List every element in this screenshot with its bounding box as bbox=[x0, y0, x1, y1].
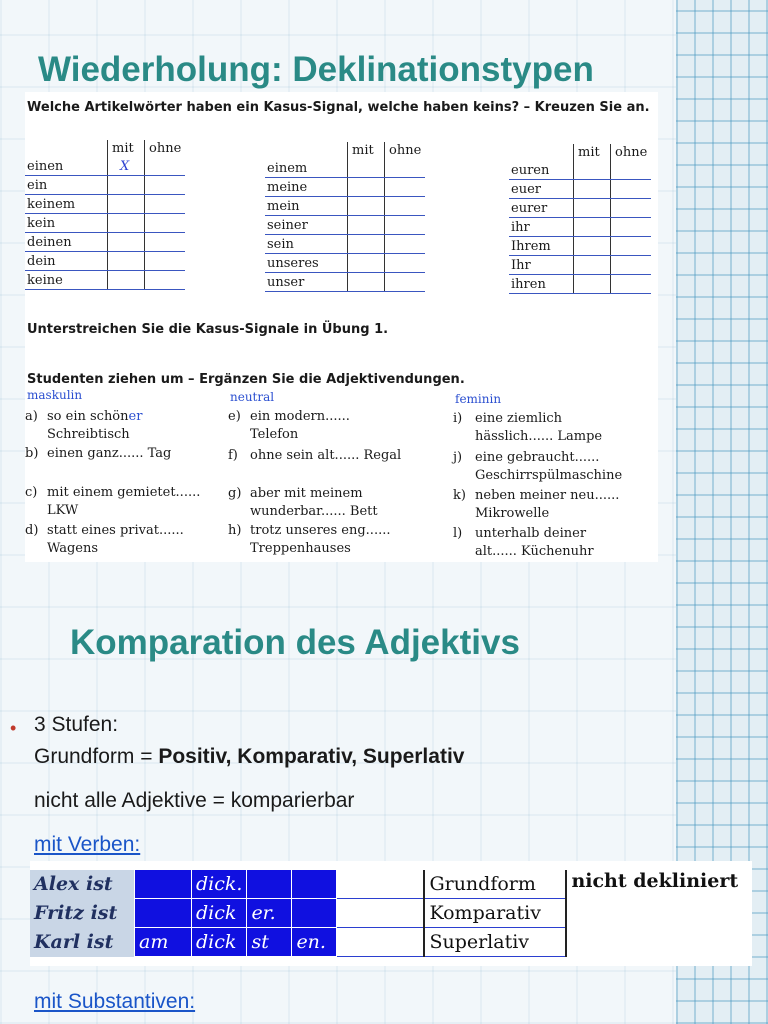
article-word: dein bbox=[25, 252, 108, 271]
article-word: Ihr bbox=[509, 256, 574, 275]
bullet-stufen: 3 Stufen: bbox=[34, 713, 119, 736]
bullet-icon: • bbox=[10, 718, 17, 738]
article-word: ihren bbox=[509, 275, 574, 294]
note-nicht-dekliniert: nicht dekliniert bbox=[566, 870, 742, 957]
row-name: Fritz ist bbox=[30, 899, 135, 928]
article-word: ein bbox=[25, 176, 108, 195]
worksheet-image bbox=[25, 92, 658, 562]
row-label: Superlativ bbox=[424, 928, 566, 957]
comparison-table-image bbox=[30, 861, 752, 966]
col-mit: mit bbox=[574, 144, 611, 161]
exercise-l: l) unterhalb deiner alt...... Küchenuhr bbox=[453, 526, 594, 559]
article-word: unseres bbox=[265, 254, 348, 273]
col-mit: mit bbox=[108, 140, 145, 157]
table-row: Fritz ist dick er. Komparativ bbox=[30, 899, 742, 928]
article-table-2 bbox=[265, 142, 425, 292]
instruction-unterstreichen: Unterstreichen Sie die Kasus-Signale in Übung 1. bbox=[27, 322, 389, 337]
exercise-c: c) mit einem gemietet...... LKW bbox=[25, 485, 201, 518]
column-head-feminin: feminin bbox=[455, 392, 502, 406]
row-label: Grundform bbox=[424, 870, 566, 899]
article-word: euer bbox=[509, 180, 574, 199]
article-word: einem bbox=[265, 159, 348, 178]
article-word: Ihrem bbox=[509, 237, 574, 256]
exercise-j: j) eine gebraucht...... Geschirrspülmaschine bbox=[453, 450, 623, 483]
article-word: euren bbox=[509, 161, 574, 180]
article-word: sein bbox=[265, 235, 348, 254]
article-word: keine bbox=[25, 271, 108, 290]
exercise-b: b) einen ganz...... Tag bbox=[25, 446, 172, 461]
article-word: unser bbox=[265, 273, 348, 292]
exercise-i: i) eine ziemlich hässlich...... Lampe bbox=[453, 411, 603, 444]
article-word: eurer bbox=[509, 199, 574, 218]
exercise-k: k) neben meiner neu...... Mikrowelle bbox=[453, 488, 620, 521]
col-ohne: ohne bbox=[145, 140, 186, 157]
link-mit-substantiven[interactable]: mit Substantiven: bbox=[34, 990, 196, 1013]
article-word: ihr bbox=[509, 218, 574, 237]
article-word: meine bbox=[265, 178, 348, 197]
column-head-neutral: neutral bbox=[230, 390, 275, 404]
table-row: Alex ist dick. Grundform nicht dekliniert bbox=[30, 870, 742, 899]
article-table-1 bbox=[25, 140, 185, 290]
row-label: Komparativ bbox=[424, 899, 566, 928]
column-head-maskulin: maskulin bbox=[27, 388, 83, 402]
bullet-nicht-alle: nicht alle Adjektive = komparierbar bbox=[34, 789, 355, 812]
exercise-h: h) trotz unseres eng...... Treppenhauses bbox=[228, 523, 391, 556]
instruction-kreuzen: Welche Artikelwörter haben ein Kasus-Signal, welche haben keins? – Kreuzen Sie an. bbox=[27, 100, 650, 115]
section-title-deklinationstypen: Wiederholung: Deklinationstypen bbox=[38, 50, 594, 89]
article-word: seiner bbox=[265, 216, 348, 235]
article-word: kein bbox=[25, 214, 108, 233]
exercise-g: g) aber mit meinem wunderbar...... Bett bbox=[228, 486, 378, 519]
article-word: deinen bbox=[25, 233, 108, 252]
exercise-a: a) so ein schöner Schreibtisch bbox=[25, 409, 143, 442]
table-row: Karl ist am dick st en. Superlativ bbox=[30, 928, 742, 957]
section-title-komparation: Komparation des Adjektivs bbox=[70, 623, 520, 662]
exercise-f: f) ohne sein alt...... Regal bbox=[228, 448, 402, 463]
col-ohne: ohne bbox=[385, 142, 426, 159]
article-table-3 bbox=[509, 144, 651, 294]
exercise-d: d) statt eines privat...... Wagens bbox=[25, 523, 184, 556]
link-mit-verben[interactable]: mit Verben: bbox=[34, 833, 141, 856]
check-mark: X bbox=[120, 158, 130, 174]
row-name: Karl ist bbox=[30, 928, 135, 957]
article-word: einen bbox=[25, 157, 108, 176]
article-word: mein bbox=[265, 197, 348, 216]
col-ohne: ohne bbox=[611, 144, 652, 161]
row-name: Alex ist bbox=[30, 870, 135, 899]
exercise-e: e) ein modern...... Telefon bbox=[228, 409, 350, 442]
filled-ending: er bbox=[128, 409, 143, 424]
grundform-terms: Positiv, Komparativ, Superlativ bbox=[158, 745, 465, 768]
bullet-grundform: Grundform = Positiv, Komparativ, Superlativ bbox=[34, 745, 465, 768]
comparison-table bbox=[30, 869, 742, 957]
instruction-ergaenzen: Studenten ziehen um – Ergänzen Sie die Adjektivendungen. bbox=[27, 372, 465, 387]
article-word: keinem bbox=[25, 195, 108, 214]
col-mit: mit bbox=[348, 142, 385, 159]
